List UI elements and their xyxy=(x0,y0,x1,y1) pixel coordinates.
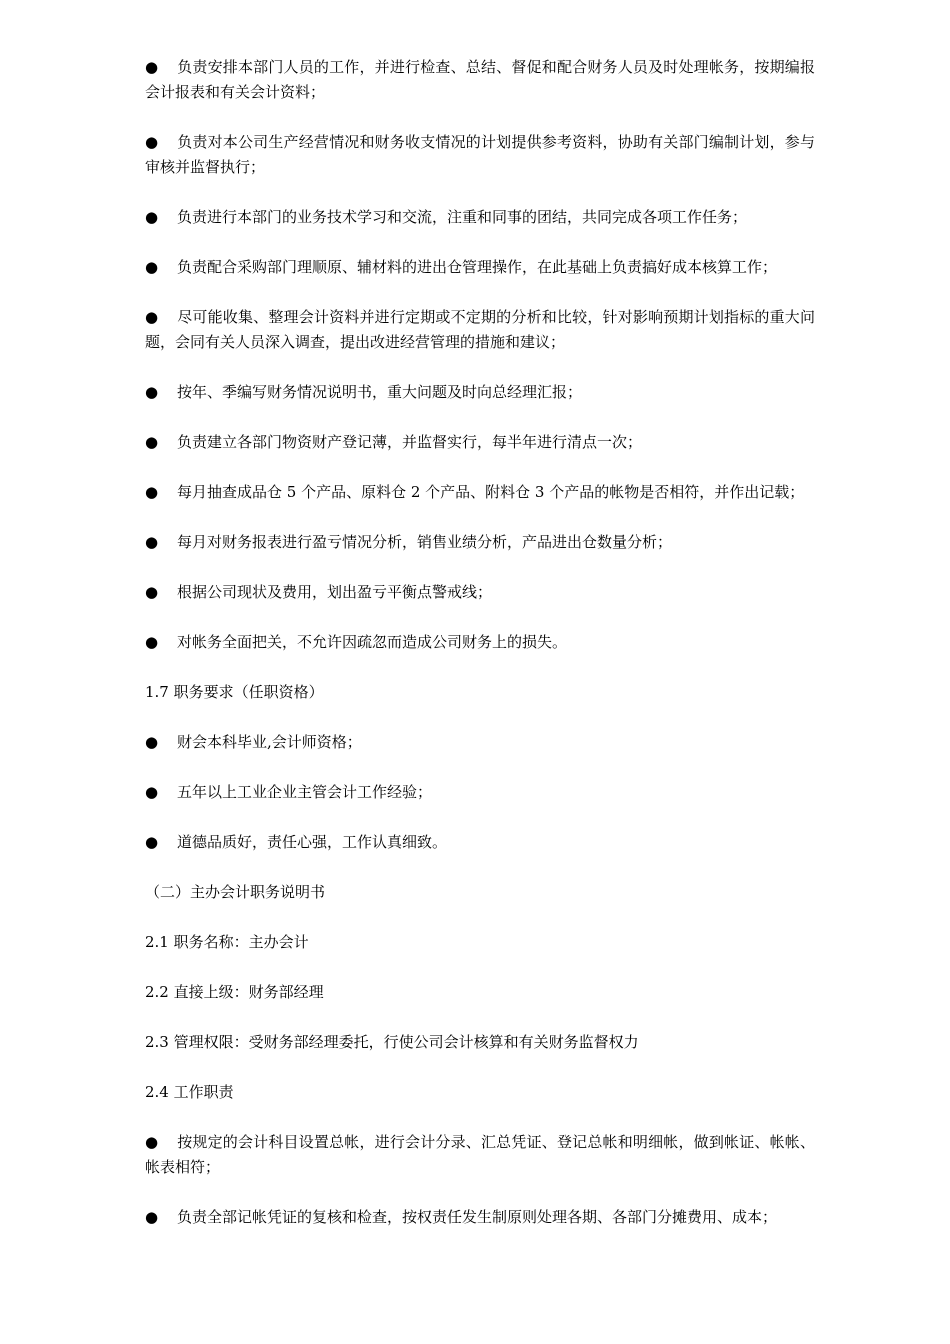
text-paragraph xyxy=(145,1080,815,1105)
bullet-icon: ● xyxy=(145,583,159,601)
text-paragraph xyxy=(145,980,815,1005)
bullet-icon: ● xyxy=(145,833,159,851)
paragraph-text: 对帐务全面把关，不允许因疏忽而造成公司财务上的损失。 xyxy=(177,633,568,651)
bullet-paragraph xyxy=(145,430,815,455)
bullet-paragraph xyxy=(145,305,815,355)
paragraph-text: 2.1 职务名称：主办会计 xyxy=(145,933,309,951)
paragraph-text: 负责配合采购部门理顺原、辅材料的进出仓管理操作，在此基础上负责搞好成本核算工作； xyxy=(177,258,778,276)
paragraph-text: 1.7 职务要求（任职资格） xyxy=(145,683,324,701)
paragraph-text: 负责对本公司生产经营情况和财务收支情况的计划提供参考资料，协助有关部门编制计划，参与审核并监督执行； xyxy=(145,133,815,176)
bullet-paragraph xyxy=(145,255,815,280)
paragraph-text: 根据公司现状及费用，划出盈亏平衡点警戒线； xyxy=(177,583,493,601)
bullet-paragraph xyxy=(145,1130,815,1180)
bullet-icon: ● xyxy=(145,733,159,751)
bullet-paragraph xyxy=(145,630,815,655)
paragraph-text: 财会本科毕业,会计师资格； xyxy=(177,733,362,751)
bullet-icon: ● xyxy=(145,1133,159,1151)
bullet-icon: ● xyxy=(145,783,159,801)
paragraph-text: 2.3 管理权限：受财务部经理委托，行使公司会计核算和有关财务监督权力 xyxy=(145,1033,639,1051)
bullet-paragraph xyxy=(145,55,815,105)
bullet-icon: ● xyxy=(145,308,159,326)
bullet-paragraph xyxy=(145,780,815,805)
bullet-paragraph xyxy=(145,1205,815,1230)
bullet-paragraph xyxy=(145,830,815,855)
paragraph-text: 按年、季编写财务情况说明书，重大问题及时向总经理汇报； xyxy=(177,383,583,401)
text-paragraph xyxy=(145,880,815,905)
text-paragraph xyxy=(145,680,815,705)
bullet-paragraph xyxy=(145,530,815,555)
bullet-paragraph xyxy=(145,130,815,180)
paragraph-text: 每月抽查成品仓 5 个产品、原料仓 2 个产品、附料仓 3 个产品的帐物是否相符，并作出记载； xyxy=(177,483,805,501)
paragraph-text: 按规定的会计科目设置总帐，进行会计分录、汇总凭证、登记总帐和明细帐，做到帐证、帐帐、帐表相符； xyxy=(145,1133,815,1176)
bullet-icon: ● xyxy=(145,58,159,76)
bullet-icon: ● xyxy=(145,483,159,501)
bullet-icon: ● xyxy=(145,1208,159,1226)
paragraph-text: 2.2 直接上级：财务部经理 xyxy=(145,983,324,1001)
bullet-paragraph xyxy=(145,480,815,505)
bullet-icon: ● xyxy=(145,258,159,276)
paragraph-text: 负责全部记帐凭证的复核和检查，按权责任发生制原则处理各期、各部门分摊费用、成本； xyxy=(177,1208,778,1226)
text-paragraph xyxy=(145,1030,815,1055)
bullet-icon: ● xyxy=(145,433,159,451)
text-paragraph xyxy=(145,930,815,955)
paragraph-text: 负责进行本部门的业务技术学习和交流，注重和同事的团结，共同完成各项工作任务； xyxy=(177,208,748,226)
paragraph-text: 道德品质好，责任心强，工作认真细致。 xyxy=(177,833,448,851)
bullet-icon: ● xyxy=(145,133,159,151)
bullet-paragraph xyxy=(145,205,815,230)
document-page xyxy=(145,55,815,1255)
paragraph-text: 每月对财务报表进行盈亏情况分析，销售业绩分析，产品进出仓数量分析； xyxy=(177,533,673,551)
bullet-paragraph xyxy=(145,380,815,405)
paragraph-text: 五年以上工业企业主管会计工作经验； xyxy=(177,783,433,801)
bullet-paragraph xyxy=(145,730,815,755)
paragraph-text: （二）主办会计职务说明书 xyxy=(145,883,326,901)
bullet-icon: ● xyxy=(145,383,159,401)
paragraph-text: 负责建立各部门物资财产登记薄，并监督实行，每半年进行清点一次； xyxy=(177,433,643,451)
bullet-icon: ● xyxy=(145,208,159,226)
bullet-icon: ● xyxy=(145,633,159,651)
bullet-paragraph xyxy=(145,580,815,605)
bullet-icon: ● xyxy=(145,533,159,551)
paragraph-text: 负责安排本部门人员的工作，并进行检查、总结、督促和配合财务人员及时处理帐务，按期编报会计报表和有关会计资料； xyxy=(145,58,815,101)
paragraph-text: 尽可能收集、整理会计资料并进行定期或不定期的分析和比较，针对影响预期计划指标的重大问题，会同有关人员深入调查，提出改进经营管理的措施和建议； xyxy=(145,308,815,351)
paragraph-text: 2.4 工作职责 xyxy=(145,1083,234,1101)
